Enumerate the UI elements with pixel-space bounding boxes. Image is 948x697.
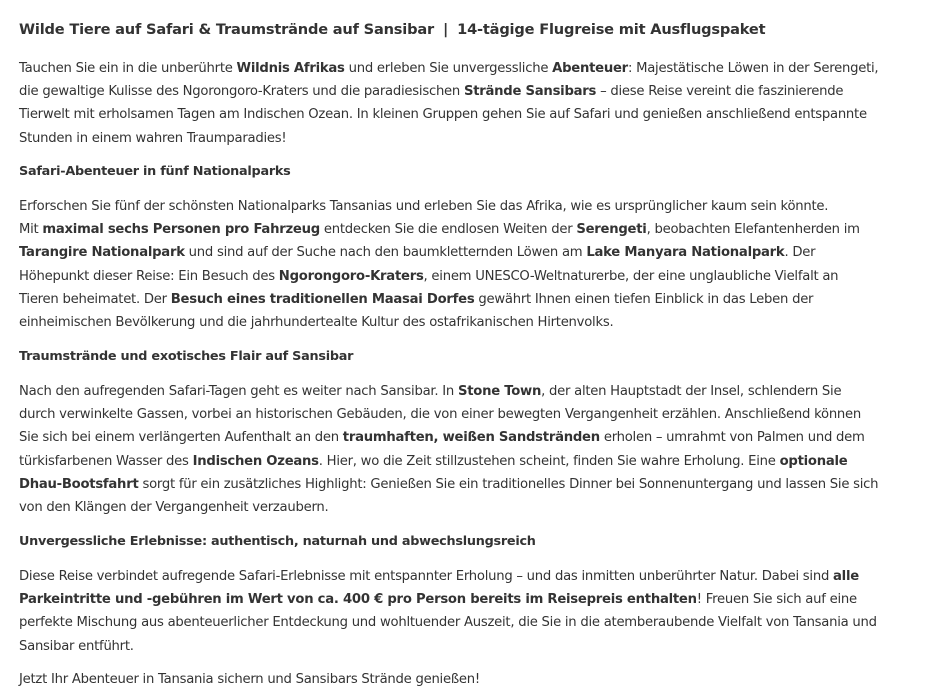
body-text: , beobachten Elefantenherden im xyxy=(646,222,860,238)
section-body-sansibar xyxy=(19,380,879,519)
section-heading-erlebnisse: Unvergessliche Erlebnisse: authentisch, naturnah und abwechslungsreich xyxy=(19,534,536,549)
body-text: entdecken Sie die endlosen Weiten der xyxy=(319,222,577,238)
emphasis-text: Lake Manyara Nationalpark xyxy=(586,245,785,261)
body-text: . Der Höhepunkt dieser Reise: Ein Besuch des xyxy=(19,245,816,284)
section-heading-sansibar: Traumstrände und exotisches Flair auf Sansibar xyxy=(19,349,354,364)
title-subtitle: 14-tägige Flugreise mit Ausflugspaket xyxy=(457,21,766,38)
body-text: , der alten Hauptstadt der Insel, schlendern Sie durch verwinkelte Gassen, vorbei an historischen Gebäuden, die von einer bewegten Vergangenheit erzählen. Anschließend können Sie sich bei einem verlängerten Aufenthalt an den xyxy=(19,384,862,446)
emphasis-text: Indischen Ozeans xyxy=(192,453,319,469)
emphasis-text: Ngorongoro-Kraters xyxy=(278,268,424,284)
body-text: – diese Reise vereint die faszinierende Tierwelt mit erholsamen Tagen am Indischen Ozean. In kleinen Gruppen gehen Sie auf Safari und genießen anschließend entspannte Stunden in einem wahren Traumparadies! xyxy=(19,84,867,146)
body-text: sorgt für ein zusätzliches Highlight: Genießen Sie ein traditionelles Dinner bei Sonnenuntergang und lassen Sie sich von den Klängen der Vergangenheit verzaubern. xyxy=(19,476,879,516)
body-text: und sind auf der Suche nach den baumkletternden Löwen am xyxy=(184,245,587,261)
body-text: Tauchen Sie ein in die unberührte xyxy=(19,61,237,76)
emphasis-text: optionale Dhau-Bootsfahrt xyxy=(19,453,848,492)
body-text: gewährt Ihnen einen tiefen Einblick in das Leben der einheimischen Bevölkerung und die jahrhundertealte Kultur des ostafrikanischen Hirtenvolks. xyxy=(19,291,814,331)
body-text: ! Freuen Sie sich auf eine perfekte Mischung aus abenteuerlicher Entdeckung und wohltuender Auszeit, die Sie in die atemberaubende Vielfalt von Tansania und Sansibar entführt. xyxy=(19,592,877,654)
closing-line: Jetzt Ihr Abenteuer in Tansania sichern und Sansibars Strände genießen! xyxy=(19,672,480,687)
emphasis-text: alle Parkeintritte und -gebühren im Wert von ca. 400 € pro Person bereits im Reisepreis enthalten xyxy=(19,569,859,608)
body-text: Mit xyxy=(19,222,43,238)
section-body-safari xyxy=(19,195,879,334)
title-separator: | xyxy=(442,21,449,38)
section-heading-safari: Safari-Abenteuer in fünf Nationalparks xyxy=(19,164,291,179)
body-text: Erforschen Sie fünf der schönsten Nationalparks Tansanias und erleben Sie das Afrika, wie es ursprünglicher kaum sein könnte. xyxy=(19,199,829,214)
body-text: : Majestätische Löwen in der Serengeti, die gewaltige Kulisse des Ngorongoro-Kraters und die paradiesischen xyxy=(19,61,879,100)
body-text: Nach den aufregenden Safari-Tagen geht es weiter nach Sansibar. In xyxy=(19,384,458,399)
body-text: erholen – umrahmt von Palmen und dem türkisfarbenen Wasser des xyxy=(19,430,865,469)
body-text: . Hier, wo die Zeit stillzustehen scheint, finden Sie wahre Erholung. Eine xyxy=(318,453,780,469)
emphasis-text: Strände Sansibars xyxy=(463,84,597,100)
emphasis-text: traumhaften, weißen Sandstränden xyxy=(342,430,600,446)
body-text: und erleben Sie unvergessliche xyxy=(344,61,553,76)
emphasis-text: Besuch eines traditionellen Maasai Dorfes xyxy=(170,291,475,307)
emphasis-text: Wildnis Afrikas xyxy=(236,61,345,76)
title-main: Wilde Tiere auf Safari & Traumstrände auf Sansibar xyxy=(19,21,434,38)
intro-paragraph xyxy=(19,57,879,150)
emphasis-text: Abenteuer xyxy=(552,61,628,76)
emphasis-text: Serengeti xyxy=(576,222,647,238)
emphasis-text: maximal sechs Personen pro Fahrzeug xyxy=(42,222,320,238)
section-body-erlebnisse xyxy=(19,565,879,658)
body-text: Diese Reise verbindet aufregende Safari-Erlebnisse mit entspannter Erholung – und das inmitten unberührter Natur. Dabei sind xyxy=(19,569,834,584)
body-text: , einem UNESCO-Weltnaturerbe, der eine unglaubliche Vielfalt an Tieren beheimatet. Der xyxy=(19,268,839,307)
emphasis-text: Stone Town xyxy=(457,384,542,399)
emphasis-text: Tarangire Nationalpark xyxy=(19,245,185,261)
page-title xyxy=(19,21,765,38)
